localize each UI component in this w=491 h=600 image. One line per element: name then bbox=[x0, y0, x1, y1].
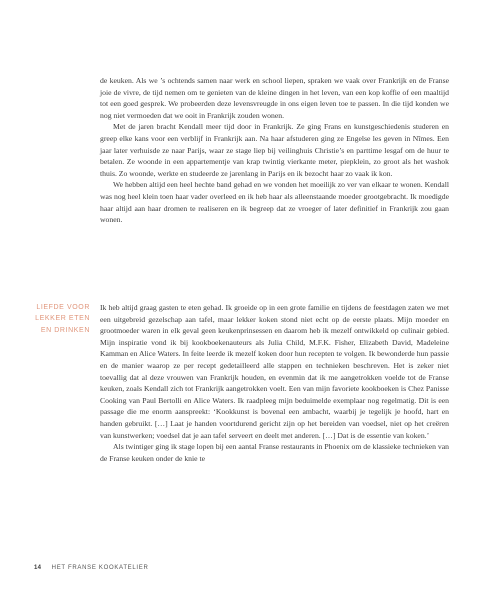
paragraph: Ik heb altijd graag gasten te eten gehad. Ik groeide op in een grote familie en tijdens de feestdagen zaten we met een uitgebreid gezelschap aan tafel, maar lekker koken stond niet echt op de eerste plaats. Mijn moeder en grootmoeder waren in elk geval geen keukenprinsessen en daarom heb ik mezelf ontwikkeld op culinair gebied. Mijn inspiratie vond ik bij kookboekenauteurs als Julia Child, M.F.K. Fisher, Elizabeth David, Madeleine Kamman en Alice Waters. In feite leerde ik mezelf koken door hun recepten te volgen. Ik bewonderde hun passie en de manier waarop ze per recept gedetailleerd alle stappen en technieken beschreven. Het is zeker niet toevallig dat al deze vrouwen van Frankrijk houden, en evenmin dat ik me aangetrokken voelde tot de Franse keuken, zoals Kendall zich tot Frankrijk aangetrokken voelt. Een van mijn favoriete kookboeken is Chez Panisse Cooking van Paul Bertolli en Alice Waters. Ik raadpleeg mijn beduimelde exemplaar nog regelmatig. Dit is een passage die me enorm aanspreekt: ‘Kookkunst is bovenal een ambacht, waarbij je tegelijk je hoofd, hart en handen gebruikt. […] Laat je handen voortdurend gericht zijn op het bereiden van voedsel, niet op het creëren van kunstwerken; voedsel dat je aan tafel serveert en deelt met anderen. […] Dat is de essentie van koken.’ bbox=[100, 303, 449, 440]
paragraph: We hebben altijd een heel hechte band gehad en we vonden het moeilijk zo ver van elkaar te wonen. Kendall was nog heel klein toen haar vader overleed en ik heb haar als alleenstaande moeder grootgebracht. Ik moedigde haar altijd aan haar dromen te realiseren en ik begreep dat ze vroeger of later definitief in Frankrijk zou gaan wonen. bbox=[100, 180, 449, 225]
paragraph: Als twintiger ging ik stage lopen bij een aantal Franse restaurants in Phoenix om de klassieke technieken van de Franse keuken onder de knie te bbox=[100, 442, 449, 463]
section-heading-line: LIEFDE VOOR bbox=[36, 304, 90, 311]
section-heading-line: EN DRINKEN bbox=[40, 326, 90, 334]
paragraph: Met de jaren bracht Kendall meer tijd door in Frankrijk. Ze ging Frans en kunstgeschiedenis studeren en greep elke kans voor een verblijf in Frankrijk aan. Na haar afstuderen ging ze Engelse les geven in Nîmes. Een jaar later verhuisde ze naar Parijs, waar ze stage liep bij veilinghuis Christie’s en parttime lesgaf om de huur te betalen. Ze woonde in een appartementje van krap twintig vierkante meter, piepklein, zo groot als het washok thuis. Zo woonde, werkte en studeerde ze jarenlang in Parijs en ik bezocht haar zo vaak ik kon. bbox=[100, 122, 449, 178]
page-footer bbox=[34, 565, 149, 571]
running-title: HET FRANSE KOOKATELIER bbox=[51, 565, 149, 571]
body-text-top bbox=[100, 75, 449, 226]
page-number: 14 bbox=[34, 565, 42, 571]
section-heading-line: LEKKER ETEN bbox=[35, 315, 90, 323]
body-text-bottom bbox=[100, 302, 449, 464]
paragraph: de keuken. Als we ’s ochtends samen naar werk en school liepen, spraken we vaak over Frankrijk en de Franse joie de vivre, de tijd nemen om te genieten van de kleine dingen in het leven, van een kop koffie of een maaltijd tot een goed gesprek. We probeerden deze levensvreugde in ons eigen leven toe te passen. In die tijd konden we nog niet vermoeden dat we ooit in Frankrijk zouden wonen. bbox=[100, 76, 449, 120]
section-heading bbox=[26, 302, 90, 336]
